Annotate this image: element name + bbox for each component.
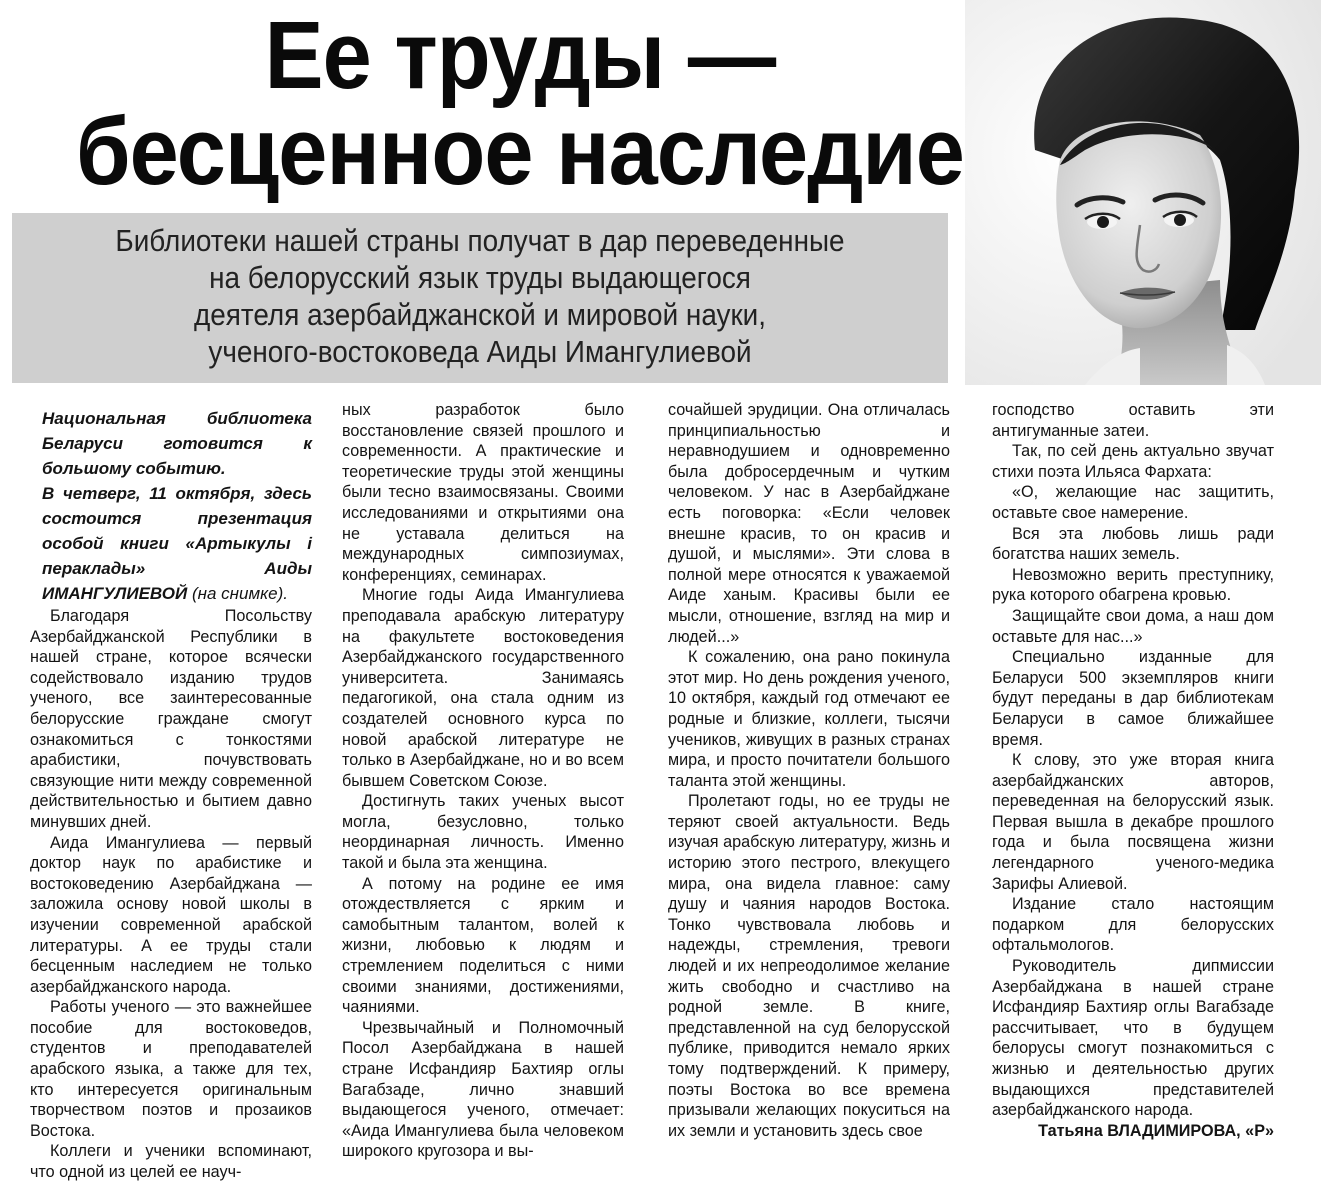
headline bbox=[42, 2, 999, 205]
poem-line: Защищайте свои дома, а наш дом оставьте для нас...» bbox=[992, 606, 1274, 646]
paragraph: Благодаря Посольству Азербайджанской Республики в нашей стране, которое всячески содействовало изданию трудов ученого, все заинтересованные белорусские граждане смогут ознакомиться с тонкостями арабистики, почувствовать связующие нити между современной действительностью и бытием давно минувших дней. bbox=[30, 607, 312, 831]
intro-sentence-1: Национальная библиотека Беларуси готовится к большому событию. bbox=[42, 409, 312, 478]
intro-sentence-2: В четверг, 11 октября, здесь состоится презентация особой книги «Артыкулы і пераклады» Аиды ИМАНГУЛИЕВОЙ bbox=[42, 484, 312, 603]
intro-lede bbox=[42, 406, 312, 606]
lead-line: Библиотеки нашей страны получат в дар переведенные bbox=[115, 223, 845, 258]
paragraph: сочайшей эрудиции. Она отличалась принципиальностью и неравнодушием и одновременно была добросердечным и чутким человеком. У нас в Азербайджане есть поговорка: «Если человек внешне красив, то он красив и душой, и мыслями». Эти слова в полной мере относятся к уважаемой Аиде ханым. Красивы были ее мысли, отношение, взгляд на мир и людей...» bbox=[668, 401, 950, 646]
intro-photo-note: (на снимке). bbox=[187, 584, 288, 603]
paragraph: Коллеги и ученики вспоминают, что одной из целей ее науч- bbox=[30, 1142, 312, 1182]
paragraph: Работы ученого — это важнейшее пособие для востоковедов, студентов и преподавателей арабского языка, а также для тех, кто интересуется оригинальным творчеством поэтов и прозаиков Востока. bbox=[30, 998, 312, 1140]
paragraph: К слову, это уже вторая книга азербайджанских авторов, переведенная на белорусский язык. Первая вышла в декабре прошлого года и была посвящена жизни легендарного ученого-медика Зарифы Алиевой. bbox=[992, 751, 1274, 893]
paragraph: Издание стало настоящим подарком для белорусских офтальмологов. bbox=[992, 895, 1274, 955]
paragraph: Чрезвычайный и Полномочный Посол Азербайджана в нашей стране Исфандияр Бахтияр оглы Вагабзаде, лично знавший выдающегося ученого, отмечает: «Аида Имангулиева была человеком широкого кругозора и вы- bbox=[342, 1018, 624, 1161]
article-column-4 bbox=[992, 400, 1274, 1141]
author-signature bbox=[992, 1121, 1274, 1142]
paragraph: Руководитель дипмиссии Азербайджана в нашей стране Исфандияр Бахтияр оглы Вагабзаде рассчитывает, что в будущем белорусы смогут познакомиться с жизнью и деятельностью других выдающихся представителей азербайджанского народа. bbox=[992, 957, 1274, 1120]
paragraph: Специально изданные для Беларуси 500 экземпляров книги будут переданы в дар библиотекам Беларуси в самое ближайшее время. bbox=[992, 648, 1274, 749]
paragraph: К сожалению, она рано покинула этот мир. Но день рождения ученого, 10 октября, каждый год отмечают ее родные и близкие, коллеги, тысячи учеников, живущих в разных странах мира, и просто почитатели большого таланта этой женщины. bbox=[668, 648, 950, 790]
paragraph: Достигнуть таких ученых высот могла, безусловно, только неординарная личность. Именно такой и была эта женщина. bbox=[342, 792, 624, 873]
paragraph: Пролетают годы, но ее труды не теряют своей актуальности. Ведь изучая арабскую литературу, жизнь и историю этого пестрого, влекущего мира, она видела главное: саму душу и чаяния народов Востока. Тонко чувствовала любовь и надежды, стремления, тревоги людей и их непреодолимое желание жить свободно и счастливо на родной земле. В книге, представленной на суд белорусской публике, приводится немало ярких тому подтверждений. К примеру, поэты Востока во все времена призывали желающих покуситься на их земли и установить здесь свое bbox=[668, 792, 950, 1140]
paragraph: Так, по сей день актуально звучат стихи поэта Ильяса Фархата: bbox=[992, 442, 1274, 481]
article-column-3 bbox=[668, 400, 950, 1141]
paragraph: Многие годы Аида Имангулиева преподавала арабскую литературу на факультете востоковедения Азербайджанского государственного университета. Занимаясь педагогикой, она стала одним из создателей основного курса по новой арабской литературе не только в Азербайджане, но и во всем бывшем Советском Союзе. bbox=[342, 586, 624, 790]
article-column-1 bbox=[30, 400, 312, 1183]
publication-mark: «Р» bbox=[1240, 1121, 1274, 1140]
headline-line-1: Ее труды — bbox=[264, 2, 776, 109]
lead-paragraph bbox=[59, 222, 901, 370]
paragraph: ных разработок было восстановление связей прошлого и современности. А практические и теоретические труды этой женщины были тесно взаимосвязаны. Своими исследованиями и открытиями она не уставала делиться на международных симпозиумах, конференциях, семинарах. bbox=[342, 401, 624, 584]
author-name: Татьяна ВЛАДИМИРОВА, bbox=[1038, 1121, 1241, 1140]
portrait-photo bbox=[965, 0, 1321, 385]
article-column-2 bbox=[342, 400, 624, 1162]
poem-line: «О, желающие нас защитить, оставьте свое намерение. bbox=[992, 483, 1274, 522]
lead-line: деятеля азербайджанской и мировой науки, bbox=[193, 297, 767, 332]
poem-line: Невозможно верить преступнику, рука которого обагрена кровью. bbox=[992, 565, 1274, 605]
lead-line: на белорусский язык труды выдающегося bbox=[209, 260, 751, 295]
paragraph: господство оставить эти антигуманные затеи. bbox=[992, 401, 1274, 440]
poem-line: Вся эта любовь лишь ради богатства наших земель. bbox=[992, 524, 1274, 564]
headline-line-2: бесценное наследие bbox=[76, 98, 964, 205]
paragraph: А потому на родине ее имя отождествляется с ярким и самобытным талантом, волей к жизни, любовью к людям и стремлением поделиться с ними своими знаниями, достижениями, чаяниями. bbox=[342, 874, 624, 1017]
lead-line: ученого-востоковеда Аиды Имангулиевой bbox=[208, 334, 752, 369]
paragraph: Аида Имангулиева — первый доктор наук по арабистике и востоковедению Азербайджана — заложила основу новой школы в изучении современной арабской литературы. А ее труды стали бесценным наследием не только азербайджанского народа. bbox=[30, 833, 312, 996]
